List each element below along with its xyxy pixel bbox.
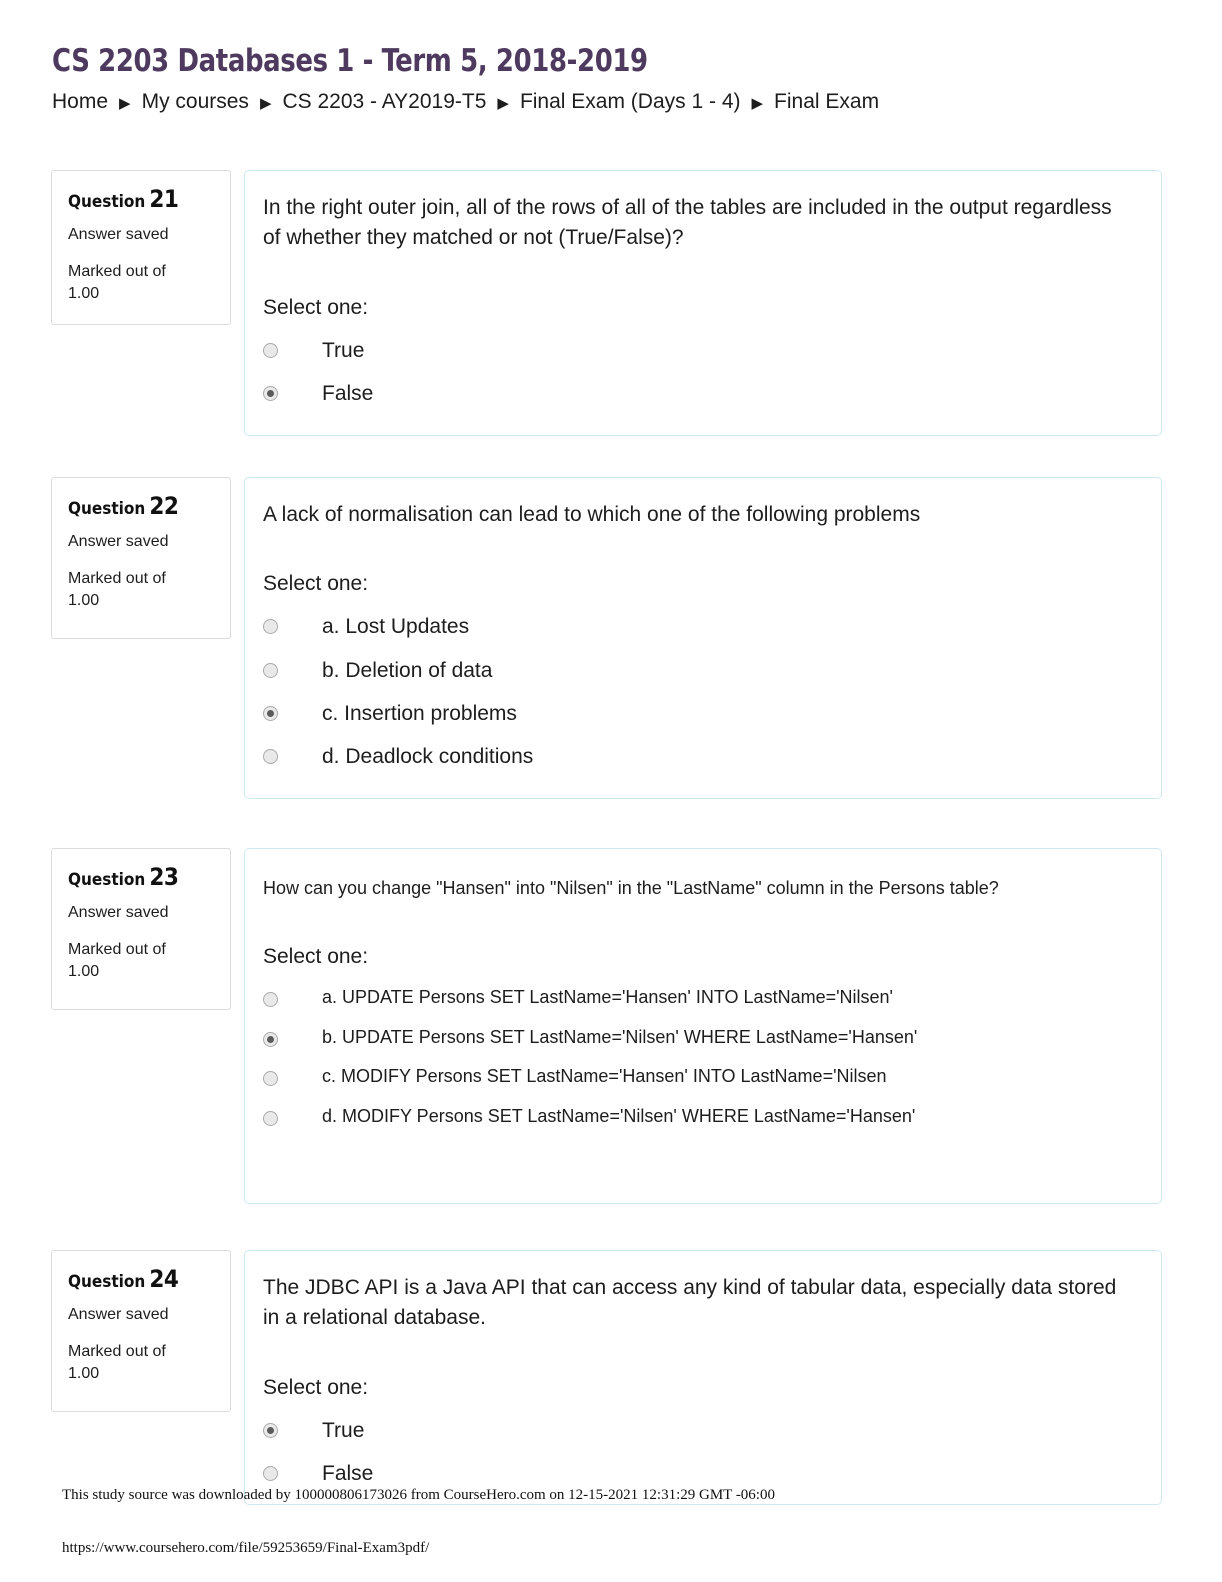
question-info-panel <box>51 477 231 639</box>
radio-button-selected[interactable] <box>263 1032 278 1047</box>
page-title: CS 2203 Databases 1 - Term 5, 2018-2019 <box>52 43 648 79</box>
answer-state-label: Answer saved <box>68 533 169 550</box>
question-body <box>244 170 1162 436</box>
select-one-label: Select one: <box>263 945 369 969</box>
question-word: Question <box>68 499 146 519</box>
question-text: How can you change "Hansen" into "Nilsen" in the "LastName" column in the Persons table? <box>263 878 999 898</box>
answer-option[interactable] <box>263 1066 1135 1088</box>
question-body <box>244 477 1162 799</box>
question-text: In the right outer join, all of the rows of all of the tables are included in the output regardless of whether they matched or not (True/False)? <box>263 196 1112 250</box>
answer-option[interactable] <box>263 1027 1135 1049</box>
answer-options <box>263 614 1135 769</box>
answer-option-label[interactable]: c. MODIFY Persons SET LastName='Hansen' INTO LastName='Nilsen <box>322 1066 887 1087</box>
answer-option-label[interactable]: True <box>322 338 365 362</box>
answer-option-label[interactable]: False <box>322 1462 374 1486</box>
source-url: https://www.coursehero.com/file/59253659/Final-Exam3pdf/ <box>62 1540 430 1556</box>
question-text: A lack of normalisation can lead to which one of the following problems <box>263 503 921 526</box>
question-number-label <box>68 1265 214 1293</box>
question-word: Question <box>68 870 146 890</box>
question-number: 24 <box>149 1265 179 1293</box>
answer-option[interactable] <box>263 1106 1135 1128</box>
answer-option-label[interactable]: d. MODIFY Persons SET LastName='Nilsen' WHERE LastName='Hansen' <box>322 1105 916 1126</box>
marked-out-of-label: Marked out of 1.00 <box>68 570 166 609</box>
answer-state-label: Answer saved <box>68 904 169 921</box>
radio-button[interactable] <box>263 1466 278 1481</box>
breadcrumb-separator-icon: ▶ <box>119 94 131 112</box>
answer-option[interactable] <box>263 614 1135 639</box>
question-number-label <box>68 863 214 891</box>
answer-state-label: Answer saved <box>68 1306 169 1323</box>
question-info-panel <box>51 848 231 1010</box>
answer-option-label[interactable]: d. Deadlock conditions <box>322 745 534 768</box>
answer-options <box>263 987 1135 1127</box>
coursehero-watermark: This study source was downloaded by 100000806173026 from CourseHero.com on 12-15-2021 12:31:29 GMT -06:00 <box>62 1487 775 1503</box>
radio-button[interactable] <box>263 1071 278 1086</box>
question-number: 23 <box>149 863 179 891</box>
select-one-label: Select one: <box>263 295 369 319</box>
radio-button[interactable] <box>263 992 278 1007</box>
breadcrumb <box>52 90 879 114</box>
radio-button-selected[interactable] <box>263 386 278 401</box>
breadcrumb-separator-icon: ▶ <box>497 94 509 112</box>
radio-button-selected[interactable] <box>263 706 278 721</box>
answer-options <box>263 338 1135 406</box>
question-number: 21 <box>149 185 179 213</box>
mark-value: 1.00 <box>68 284 100 302</box>
answer-option[interactable] <box>263 1418 1135 1443</box>
question-info-panel <box>51 1250 231 1412</box>
question-word: Question <box>68 192 146 212</box>
mark-value: 1.00 <box>68 962 100 980</box>
radio-button[interactable] <box>263 619 278 634</box>
mark-value: 1.00 <box>68 591 100 609</box>
radio-button[interactable] <box>263 1111 278 1126</box>
marked-out-of-label: Marked out of 1.00 <box>68 263 166 302</box>
marked-out-of-label: Marked out of 1.00 <box>68 941 166 980</box>
answer-option[interactable] <box>263 701 1135 726</box>
marked-out-of-label: Marked out of 1.00 <box>68 1343 166 1382</box>
question-body <box>244 1250 1162 1505</box>
mark-value: 1.00 <box>68 1364 100 1382</box>
breadcrumb-item-5[interactable]: Final Exam <box>774 90 880 113</box>
question-text: The JDBC API is a Java API that can access any kind of tabular data, especially data stored in a relational database. <box>263 1276 1117 1330</box>
answer-option-label[interactable]: b. UPDATE Persons SET LastName='Nilsen' WHERE LastName='Hansen' <box>322 1026 918 1047</box>
answer-option-label[interactable]: a. UPDATE Persons SET LastName='Hansen' INTO LastName='Nilsen' <box>322 987 893 1008</box>
radio-button-selected[interactable] <box>263 1423 278 1438</box>
answer-option-label[interactable]: b. Deletion of data <box>322 658 493 682</box>
question-number-label <box>68 185 214 213</box>
question-number-label <box>68 492 214 520</box>
answer-option[interactable] <box>263 744 1135 769</box>
answer-option[interactable] <box>263 658 1135 683</box>
answer-option[interactable] <box>263 1461 1135 1486</box>
answer-option-label[interactable]: True <box>322 1418 365 1442</box>
question-number: 22 <box>149 492 179 520</box>
question-body <box>244 848 1162 1204</box>
answer-options <box>263 1418 1135 1486</box>
breadcrumb-separator-icon: ▶ <box>751 94 764 112</box>
answer-option[interactable] <box>263 381 1135 406</box>
answer-option-label[interactable]: c. Insertion problems <box>322 701 517 725</box>
radio-button[interactable] <box>263 749 278 764</box>
answer-option-label[interactable]: a. Lost Updates <box>322 615 470 639</box>
answer-state-label: Answer saved <box>68 226 169 243</box>
breadcrumb-item-3[interactable]: CS 2203 - AY2019-T5 <box>282 90 487 113</box>
select-one-label: Select one: <box>263 572 369 596</box>
breadcrumb-item-4[interactable]: Final Exam (Days 1 - 4) <box>519 90 741 113</box>
breadcrumb-separator-icon: ▶ <box>259 94 272 112</box>
breadcrumb-item-1[interactable]: Home <box>52 90 109 113</box>
answer-option-label[interactable]: False <box>322 382 374 406</box>
radio-button[interactable] <box>263 343 278 358</box>
question-word: Question <box>68 1272 146 1292</box>
answer-option[interactable] <box>263 987 1135 1009</box>
question-info-panel <box>51 170 231 325</box>
breadcrumb-item-2[interactable]: My courses <box>141 90 249 113</box>
radio-button[interactable] <box>263 663 278 678</box>
answer-option[interactable] <box>263 338 1135 363</box>
select-one-label: Select one: <box>263 1375 369 1399</box>
